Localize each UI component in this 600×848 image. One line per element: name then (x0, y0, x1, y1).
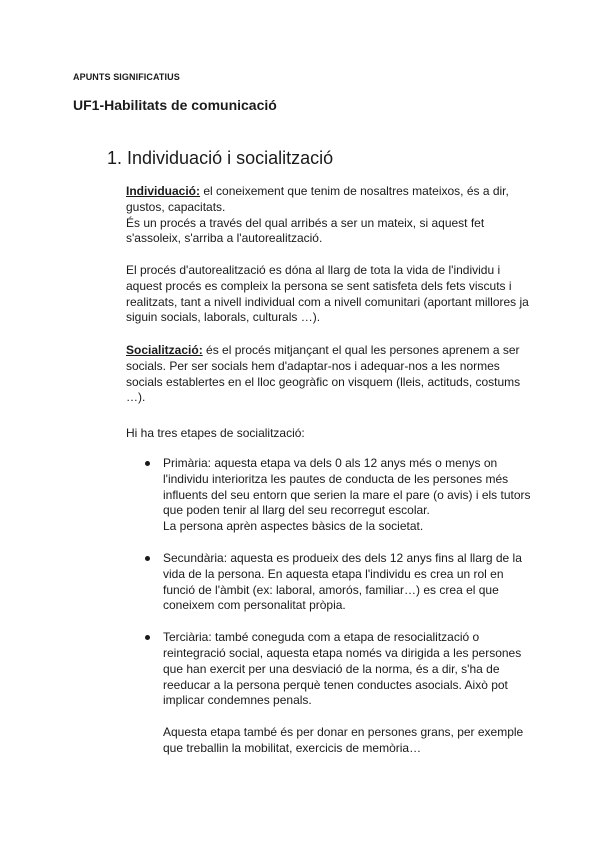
list-item-secundaria (126, 551, 536, 614)
primaria-extra: La persona aprèn aspectes bàsics de la societat. (163, 519, 424, 534)
individuacio-paragraph (126, 184, 536, 247)
document-kicker: APUNTS SIGNIFICATIUS (73, 72, 180, 82)
individuacio-definition: el coneixement que tenim de nosaltres mateixos, és a dir, gustos, capacitats. (126, 184, 509, 214)
list-item-primaria (126, 456, 536, 535)
terciaria-extra: Aquesta etapa també és per donar en persones grans, per exemple que treballin la mobilitat, exercicis de memòria… (163, 725, 524, 755)
section-title: 1. Individuació i socialització (107, 148, 334, 168)
etapes-list (126, 456, 536, 757)
etapes-intro: Hi ha tres etapes de socialització: (126, 426, 305, 440)
secundaria-text: Secundària: aquesta es produeix des dels 12 anys fins al llarg de la vida de la persona. En aquesta etapa l'individu es crea un rol en funció de l'àmbit (ex: laboral, amorós, familiar…) es crea el que coneixem com personalitat pròpia. (163, 550, 522, 613)
socialitzacio-definition: és el procés mitjançant el qual les persones aprenem a ser socials. Per ser socials hem d'adaptar-nos i adequar-nos a les normes socials establertes en el lloc geogràfic on visquem (lleis, actituds, costums …). (126, 343, 521, 405)
socialitzacio-paragraph (126, 343, 536, 406)
autorealitzacio-paragraph: El procés d'autorealització es dóna al llarg de tota la vida de l'individu i aquest procés es compleix la persona se sent satisfeta dels fets viscuts i realitzats, tant a nivell individual com a nivell comunitari (aportant millores ja siguin socials, laborals, culturals …). (126, 263, 529, 325)
bullet-dot-icon (145, 556, 150, 561)
socialitzacio-term: Socialització: (126, 343, 203, 357)
list-item-terciaria (126, 630, 536, 757)
individuacio-process-text: És un procés a través del qual arribés a ser un mateix, si aquest fet s'assoleix, s'arriba a l'autorealització. (126, 215, 485, 246)
unit-title: UF1-Habilitats de comunicació (73, 97, 277, 113)
terciaria-text: Terciària: també coneguda com a etapa de resocialització o reintegració social, aquesta etapa només va dirigida a les persones que han exercit per una desviació de la norma, és a dir, s'ha de reeducar a la persona perquè tenen conductes asocials. Això pot implicar condemnes penals. (163, 630, 522, 708)
bullet-dot-icon (145, 635, 150, 640)
primaria-text: Primària: aquesta etapa va dels 0 als 12 anys més o menys on l'individu interioritza les pautes de conducta de les persones més influents del seu entorn que serien la mare el pare (o avis) i els tutors que poden tenir al llarg del seu recorregut escolar. (163, 456, 531, 518)
bullet-dot-icon (145, 461, 150, 466)
individuacio-term: Individuació: (126, 184, 201, 198)
